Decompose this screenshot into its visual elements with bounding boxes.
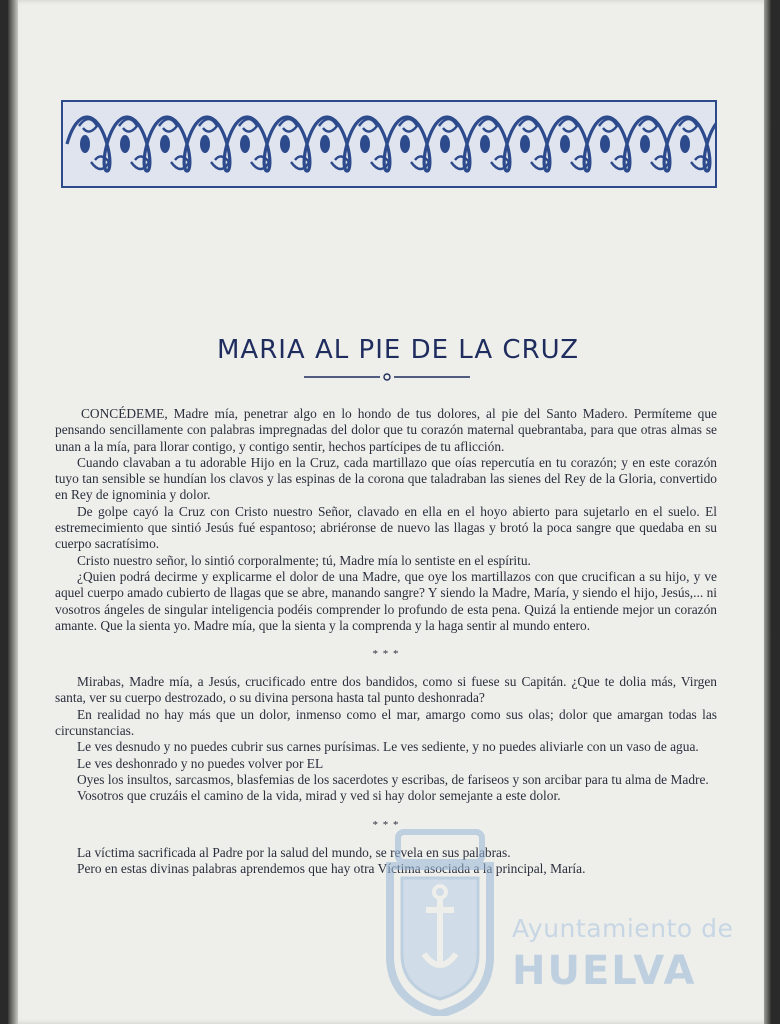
- paragraph: Vosotros que cruzáis el camino de la vida, mirad y ved si hay dolor semejante a este dolor.: [77, 788, 561, 804]
- paragraph: En realidad no hay más que un dolor, inmenso como el mar, amargo como sus olas; dolor que amargan todas las circunstancias.: [55, 706, 717, 739]
- paragraph: Cristo nuestro señor, lo sintió corporalmente; tú, Madre mía lo sentiste en el espíritu.: [77, 552, 531, 568]
- paragraph: CONCÉDEME, Madre mía, penetrar algo en lo hondo de tus dolores, al pie del Santo Madero. Permíteme que pensando sencillamente con palabras impregnadas del dolor que tu corazón maternal quebrantaba, para que otras almas se unan a la mía, para llorar contigo, y contigo sentir, hechos partícipes de tu aflicción.: [55, 406, 717, 454]
- section-separator: * * *: [372, 818, 400, 831]
- paragraph: ¿Quien podrá decirme y explicarme el dolor de una Madre, que oye los martillazos con que crucifican a su hijo, y ve aquel cuerpo amado cubierto de llagas que se abre, manando sangre? Y siendo la Madre, María, y siendo el hijo, Jesús,... ni vosotros ángeles de singular inteligencia podéis comprender lo profundo de esta pena. Quizá la entiende mejor un corazón amante. Que la sienta yo. Madre mía, que la sienta y la comprenda y la haga sentir al mundo entero.: [55, 568, 717, 633]
- paragraph: De golpe cayó la Cruz con Cristo nuestro Señor, clavado en ella en el hoyo abierto para sujetarlo en el suelo. El estremecimiento que sintió Jesús fué espantoso; abriéronse de nuevo las llagas y brotó la poca sangre que quedaba en su cuerpo sacratísimo.: [55, 503, 717, 552]
- page-right-edge: [764, 0, 772, 1024]
- floral-ornament-band: [61, 100, 717, 188]
- document-page: [8, 0, 772, 1024]
- section-separator: * * *: [372, 648, 400, 661]
- page-left-edge: [8, 0, 18, 1024]
- archive-watermark: [380, 826, 734, 1016]
- paragraph: La víctima sacrificada al Padre por la salud del mundo, se revela en sus palabras.: [77, 844, 511, 860]
- article-body: [55, 406, 717, 877]
- paragraph: Pero en estas divinas palabras aprendemos que hay otra Víctima asociada a la principal, María.: [77, 860, 586, 876]
- city-seal-icon: [380, 826, 500, 1016]
- paragraph: Cuando clavaban a tu adorable Hijo en la Cruz, cada martillazo que oías repercutía en tu corazón; y en este corazón tuyo tan sensible se hundían los clavos y las espinas de la corona que taladraban las sienes del Rey de la Gloria, convertido en Rey de ignominia y dolor.: [55, 454, 717, 503]
- section-1: [55, 406, 717, 634]
- watermark-line-1: Ayuntamiento de: [512, 914, 734, 943]
- page-title: MARIA AL PIE DE LA CRUZ: [216, 335, 580, 366]
- section-2: [55, 674, 717, 804]
- paragraph: Oyes los insultos, sarcasmos, blasfemias de los sacerdotes y escribas, de fariseos y son arcibar para tu alma de Madre.: [77, 771, 709, 787]
- paragraph: Mirabas, Madre mía, a Jesús, crucificado entre dos bandidos, como si fuese su Capitán. ¿Que te dolia más, Virgen santa, ver su cuerpo destrozado, o su divina persona hasta tal punto deshonrada?: [55, 674, 717, 706]
- paragraph: Le ves deshonrado y no puedes volver por EL: [77, 755, 324, 771]
- title-divider: [304, 372, 470, 382]
- watermark-line-2: HUELVA: [512, 948, 697, 994]
- paragraph: Le ves desnudo y no puedes cubrir sus carnes purísimas. Le ves sediente, y no puedes aliviarle con un vaso de agua.: [77, 739, 699, 755]
